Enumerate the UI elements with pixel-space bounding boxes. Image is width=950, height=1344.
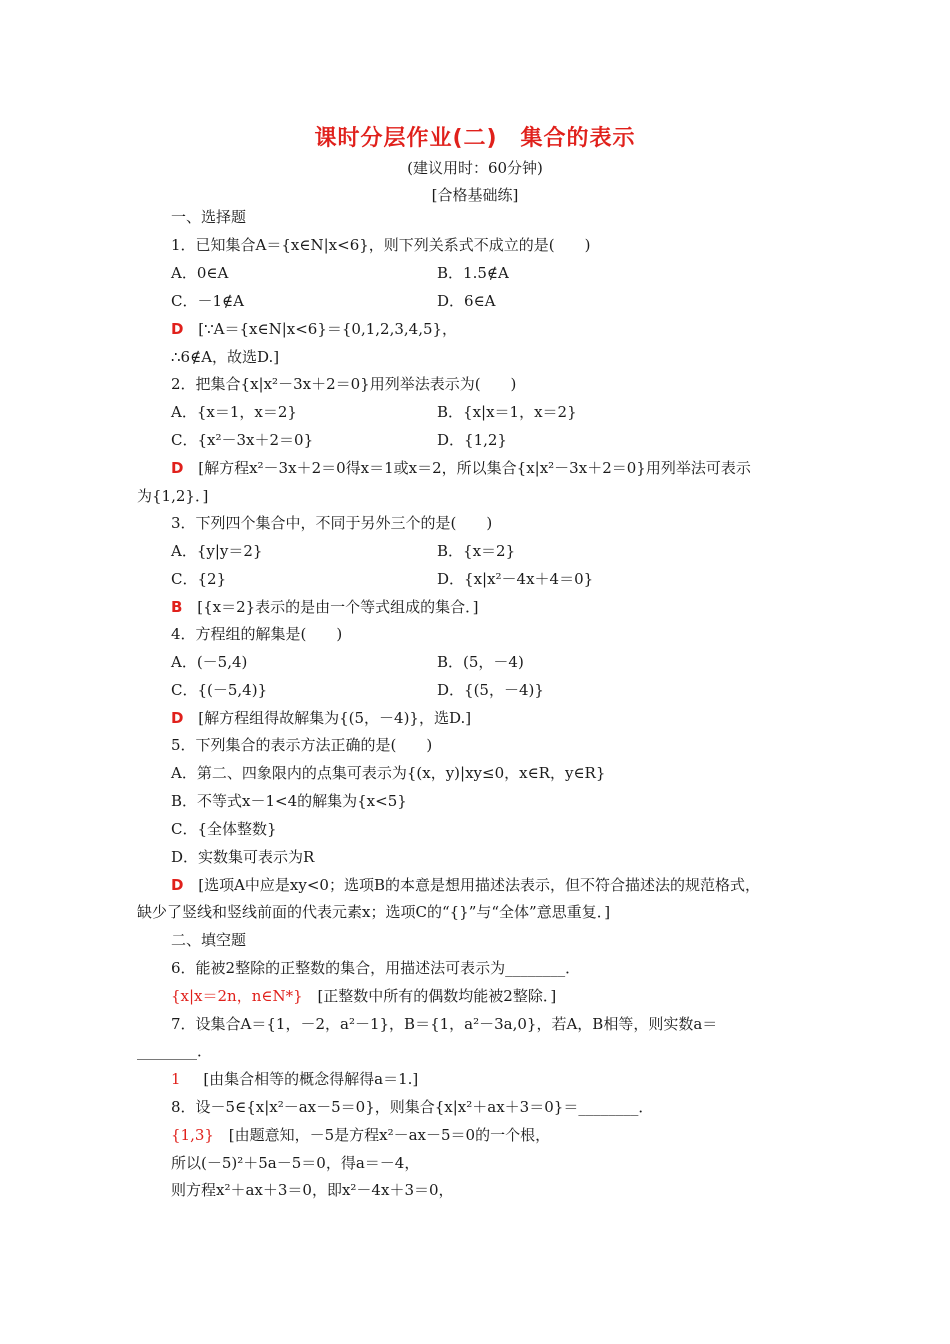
answer-8-key: {1,3}: [171, 1126, 214, 1144]
question-3-option-a: A．{y|y＝2}: [171, 542, 263, 560]
answer-2-explanation-cont: 为{1,2}．]: [137, 487, 209, 505]
answer-6-key: {x|x＝2n，n∈N*}: [171, 987, 303, 1005]
answer-4-explanation: [解方程组得故解集为{(5，－4)}，选D.]: [198, 709, 472, 727]
answer-8: [171, 1125, 550, 1145]
answer-5-key: D: [171, 876, 184, 894]
answer-8-explanation-cont: 所以(－5)²＋5a－5＝0，得a＝－4，: [171, 1154, 420, 1172]
answer-2: [171, 458, 751, 478]
question-3: 3．下列四个集合中，不同于另外三个的是( ): [171, 514, 493, 532]
answer-5-explanation: [选项A中应是xy<0；选项B的本意是想用描述法表示，但不符合描述法的规范格式，: [198, 876, 760, 894]
answer-8-explanation-cont: 则方程x²＋ax＋3＝0，即x²－4x＋3＝0，: [171, 1181, 454, 1199]
question-3-option-d: D．{x|x²－4x＋4＝0}: [437, 570, 594, 588]
answer-3: [171, 597, 479, 617]
question-7: 7．设集合A＝{1，－2，a²－1}，B＝{1，a²－3a,0}，若A，B相等，则实数a＝: [171, 1015, 718, 1033]
answer-3-explanation: [{x＝2}表示的是由一个等式组成的集合．]: [197, 598, 479, 616]
question-2: 2．把集合{x|x²－3x＋2＝0}用列举法表示为( ): [171, 375, 517, 393]
question-5-option-c: C．{全体整数}: [171, 820, 277, 838]
question-2-option-d: D．{1,2}: [437, 431, 507, 449]
question-8: 8．设－5∈{x|x²－ax－5＝0}，则集合{x|x²＋ax＋3＝0}＝________．: [171, 1098, 654, 1116]
question-5-option-d: D．实数集可表示为R: [171, 848, 315, 866]
answer-7-explanation: [由集合相等的概念得解得a＝1.]: [203, 1070, 419, 1088]
question-4-option-a: A．(－5,4): [171, 653, 248, 671]
question-1-option-c: C．－1∉A: [171, 292, 244, 310]
answer-8-explanation: [由题意知，－5是方程x²－ax－5＝0的一个根，: [228, 1126, 551, 1144]
suggested-time: (建议用时：60分钟): [407, 159, 543, 177]
section-heading: 二、填空题: [171, 931, 247, 949]
question-1-option-a: A．0∈A: [171, 264, 229, 282]
question-2-option-c: C．{x²－3x＋2＝0}: [171, 431, 314, 449]
question-1-option-d: D．6∈A: [437, 292, 496, 310]
answer-4: [171, 708, 471, 728]
question-4: 4．方程组的解集是( ): [171, 625, 343, 643]
question-7-blank: ________．: [137, 1042, 213, 1060]
answer-1-explanation: [∵A＝{x∈N|x<6}＝{0,1,2,3,4,5}，: [198, 320, 458, 338]
answer-3-key: B: [171, 598, 183, 616]
question-4-option-b: B．(5，－4): [437, 653, 524, 671]
answer-1: [171, 319, 457, 339]
answer-7-key: 1: [171, 1070, 181, 1088]
question-3-option-b: B．{x＝2}: [437, 542, 516, 560]
question-2-option-a: A．{x＝1，x＝2}: [171, 403, 297, 421]
section-heading: 一、选择题: [171, 208, 247, 226]
question-3-option-c: C．{2}: [171, 570, 227, 588]
answer-6-explanation: [正整数中所有的偶数均能被2整除．]: [317, 987, 557, 1005]
answer-5: [171, 875, 760, 895]
question-4-option-d: D．{(5，－4)}: [437, 681, 544, 699]
answer-2-key: D: [171, 459, 184, 477]
question-2-option-b: B．{x|x＝1，x＝2}: [437, 403, 577, 421]
question-5-option-a: A．第二、四象限内的点集可表示为{(x，y)|xy≤0，x∈R，y∈R}: [171, 764, 606, 782]
answer-4-key: D: [171, 709, 184, 727]
answer-5-explanation-cont: 缺少了竖线和竖线前面的代表元素x；选项C的“{}”与“全体”意思重复．]: [137, 903, 611, 921]
question-5-option-b: B．不等式x－1<4的解集为{x<5}: [171, 792, 407, 810]
question-1-option-b: B．1.5∉A: [437, 264, 509, 282]
question-4-option-c: C．{(－5,4)}: [171, 681, 268, 699]
answer-1-key: D: [171, 320, 184, 338]
question-5: 5．下列集合的表示方法正确的是( ): [171, 736, 433, 754]
answer-2-explanation: [解方程x²－3x＋2＝0得x＝1或x＝2，所以集合{x|x²－3x＋2＝0}用列举法可表示: [198, 459, 751, 477]
section-tag: [合格基础练]: [431, 186, 519, 204]
question-6: 6．能被2整除的正整数的集合，用描述法可表示为________．: [171, 959, 581, 977]
answer-7: [171, 1069, 418, 1089]
answer-1-explanation-cont: ∴6∉A，故选D.]: [171, 348, 280, 366]
answer-6: [171, 986, 556, 1006]
question-1: 1．已知集合A＝{x∈N|x<6}，则下列关系式不成立的是( ): [171, 236, 591, 254]
page-title: 课时分层作业(二) 集合的表示: [314, 126, 636, 151]
